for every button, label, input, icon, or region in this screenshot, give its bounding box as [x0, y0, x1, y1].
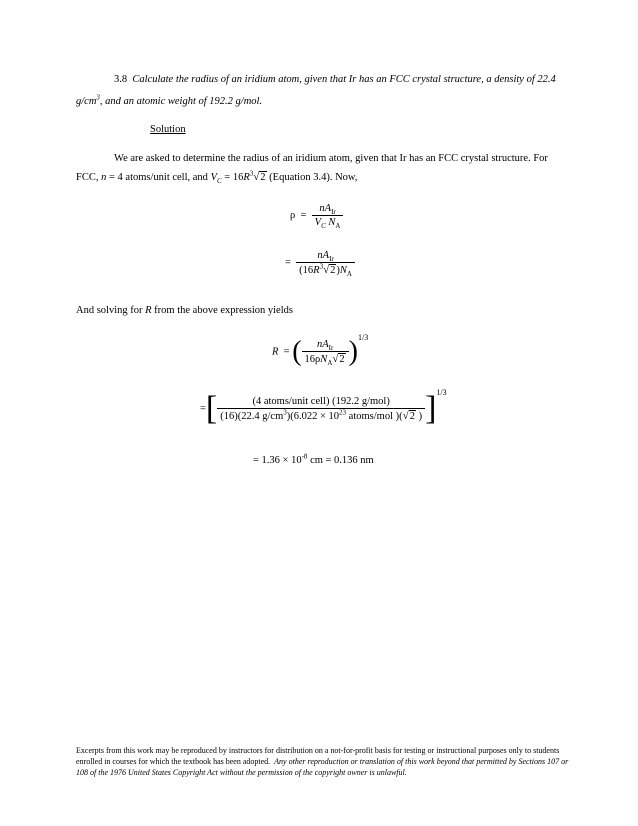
equation-radius-numeric: =[ $\frac{\text{(4 atoms/unit cell) (192.2 g/mol)}}{(16)(22.4 g/cm^3)(6.022 \times 10^{23} atoms/mol )(√2 )}$ ]$^{1/3}$	[200, 387, 447, 427]
problem-line-1	[114, 74, 556, 85]
density-fraction: $\frac{nA_{Ir}}{V_C N_A}$	[312, 203, 344, 228]
solve-line: And solving for R from the above expression yields	[76, 305, 293, 316]
density-substituted-fraction: $\frac{nA_{Ir}}{(16R^3√2)N_A}$	[296, 250, 355, 276]
equation-radius: R = ( $\frac{nA_{Ir}}{16\rho N_A√2}$ )$^{1/3}$	[272, 332, 369, 368]
problem-number: 3.8	[114, 74, 128, 85]
radius-numeric-fraction: $\frac{\text{(4 atoms/unit cell) (192.2 g/mol)}}{(16)(22.4 g/cm^3)(6.022 \times 10^{23} atoms/mol )(√2 )}$	[217, 396, 425, 422]
result-line: = $1.36 \times 10^{-8}$ cm = 0.136 nm	[253, 452, 374, 466]
equation-density: ρ = $\frac{nA_{Ir}}{V_C N_A}$	[290, 203, 343, 228]
equation-density-substituted: = $\frac{nA_{Ir}}{(16R^3√2)N_A}$	[285, 250, 355, 276]
intro-line-1: We are asked to determine the radius of an iridium atom, given that Ir has an FCC crystal structure. For	[114, 153, 548, 164]
problem-text-line-1: Calculate the radius of an iridium atom, given that Ir has an FCC crystal structure, a density of 22.4	[132, 74, 556, 85]
solution-heading: Solution	[150, 124, 186, 135]
sqrt-2-intro: √2	[253, 171, 266, 183]
problem-line-2: $g/cm^3$, and an atomic weight of 192.2 g/mol.	[76, 93, 263, 107]
copyright-footer: Excerpts from this work may be reproduced by instructors for distribution on a not-for-profit basis for testing or instructional purposes only to students enrolled in courses for which the textbook has been adopted. Any other reproduction or translation of this work beyond that permitted by Sections 107 or 108 of the 1976 United States Copyright Act without the permission of the copyright owner is unlawful.	[76, 746, 569, 777]
radius-fraction: $\frac{nA_{Ir}}{16\rho N_A√2}$	[302, 339, 349, 365]
intro-line-2: FCC, n = 4 atoms/unit cell, and $V_C = 16R^3√2$ (Equation 3.4). Now,	[76, 169, 358, 186]
